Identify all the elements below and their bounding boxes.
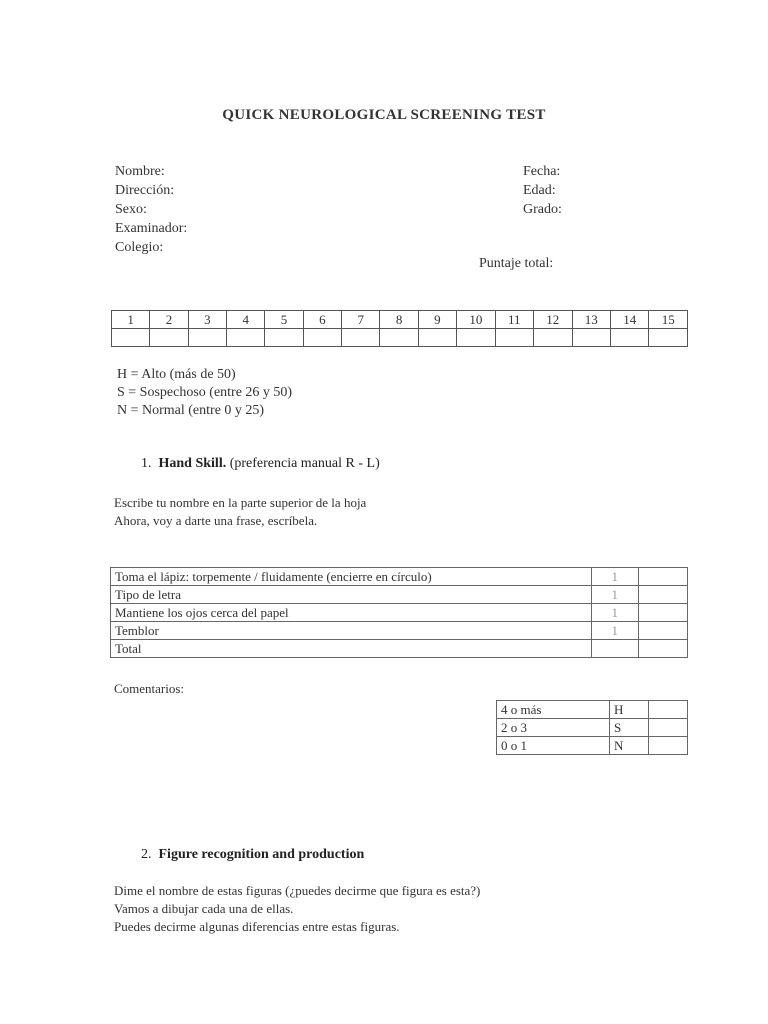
score-cell[interactable]: [380, 329, 418, 347]
table-row: [497, 737, 688, 755]
score-cell[interactable]: [638, 622, 687, 640]
score-cell[interactable]: [534, 329, 572, 347]
table-row: [111, 568, 688, 586]
total-score-label: Puntaje total:: [479, 256, 554, 271]
score-col-9: 9: [418, 311, 456, 329]
score-col-14: 14: [610, 311, 648, 329]
score-col-15: 15: [649, 311, 688, 329]
row-mark: 1: [591, 568, 638, 586]
score-cell[interactable]: [638, 640, 687, 658]
legend-normal: N = Normal (entre 0 y 25): [117, 403, 265, 418]
score-cell[interactable]: [495, 329, 533, 347]
instruction-line: Dime el nombre de estas figuras (¿puedes decirme que figura es esta?): [114, 883, 481, 898]
section-1-heading: [141, 456, 380, 472]
score-col-3: 3: [188, 311, 226, 329]
score-col-5: 5: [265, 311, 303, 329]
score-cell[interactable]: [265, 329, 303, 347]
row-label: Total: [111, 640, 592, 658]
score-col-6: 6: [303, 311, 341, 329]
row-label: Tipo de letra: [111, 586, 592, 604]
field-label-direccion: Dirección:: [115, 183, 175, 198]
score-cell[interactable]: [227, 329, 265, 347]
score-cell[interactable]: [610, 329, 648, 347]
score-col-11: 11: [495, 311, 533, 329]
score-col-1: 1: [112, 311, 150, 329]
table-row: [497, 701, 688, 719]
key-code: H: [610, 701, 649, 719]
field-label-edad: Edad:: [523, 183, 556, 198]
field-label-colegio: Colegio:: [115, 240, 164, 255]
score-header-row: [112, 311, 688, 329]
section-1-title: Hand Skill.: [158, 456, 227, 471]
section-2-instructions: [114, 882, 480, 936]
score-grid: [111, 310, 688, 347]
key-range: 2 o 3: [497, 719, 610, 737]
key-code: N: [610, 737, 649, 755]
field-label-nombre: Nombre:: [115, 164, 165, 179]
score-cell[interactable]: [342, 329, 380, 347]
table-row: [111, 586, 688, 604]
legend-high: H = Alto (más de 50): [117, 367, 236, 382]
legend-suspicious: S = Sospechoso (entre 26 y 50): [117, 385, 293, 400]
row-label: Mantiene los ojos cerca del papel: [111, 604, 592, 622]
instruction-line: Escribe tu nombre en la parte superior de la hoja: [114, 495, 367, 510]
instruction-line: Ahora, voy a darte una frase, escríbela.: [114, 513, 318, 528]
field-label-sexo: Sexo:: [115, 202, 147, 217]
score-col-7: 7: [342, 311, 380, 329]
row-mark: 1: [591, 622, 638, 640]
score-cell[interactable]: [303, 329, 341, 347]
section-2-title: Figure recognition and production: [158, 847, 365, 862]
patient-fields-right: [523, 163, 562, 220]
row-label: Temblor: [111, 622, 592, 640]
section-2-number: 2.: [141, 847, 152, 862]
score-cell[interactable]: [150, 329, 188, 347]
field-label-examinador: Examinador:: [115, 221, 188, 236]
row-mark: 1: [591, 604, 638, 622]
score-key-table: [496, 700, 688, 755]
row-label: Toma el lápiz: torpemente / fluidamente (encierre en círculo): [111, 568, 592, 586]
score-cell[interactable]: [112, 329, 150, 347]
comments-label: Comentarios:: [114, 681, 185, 696]
score-cell[interactable]: [572, 329, 610, 347]
section-1-number: 1.: [141, 456, 152, 471]
section-1-subtitle: (preferencia manual R - L): [229, 456, 380, 471]
page-title: QUICK NEUROLOGICAL SCREENING TEST: [222, 107, 546, 123]
table-row: [111, 622, 688, 640]
score-cell[interactable]: [638, 604, 687, 622]
field-label-grado: Grado:: [523, 202, 562, 217]
score-legend: [117, 366, 292, 420]
score-cell[interactable]: [457, 329, 495, 347]
row-mark: [591, 640, 638, 658]
section-1-instructions: [114, 494, 366, 530]
score-col-10: 10: [457, 311, 495, 329]
patient-fields-left: [115, 163, 187, 258]
key-range: 4 o más: [497, 701, 610, 719]
hand-skill-table: [110, 567, 688, 658]
table-row: [497, 719, 688, 737]
score-cell[interactable]: [638, 586, 687, 604]
score-cell[interactable]: [188, 329, 226, 347]
field-label-fecha: Fecha:: [523, 164, 561, 179]
score-col-12: 12: [534, 311, 572, 329]
score-col-2: 2: [150, 311, 188, 329]
key-mark-cell[interactable]: [649, 737, 688, 755]
instruction-line: Vamos a dibujar cada una de ellas.: [114, 901, 294, 916]
score-value-row: [112, 329, 688, 347]
score-col-8: 8: [380, 311, 418, 329]
score-col-4: 4: [227, 311, 265, 329]
score-cell[interactable]: [649, 329, 688, 347]
table-row: [111, 640, 688, 658]
key-range: 0 o 1: [497, 737, 610, 755]
instruction-line: Puedes decirme algunas diferencias entre estas figuras.: [114, 919, 400, 934]
key-code: S: [610, 719, 649, 737]
row-mark: 1: [591, 586, 638, 604]
score-cell[interactable]: [418, 329, 456, 347]
table-row: [111, 604, 688, 622]
key-mark-cell[interactable]: [649, 701, 688, 719]
score-cell[interactable]: [638, 568, 687, 586]
key-mark-cell[interactable]: [649, 719, 688, 737]
section-2-heading: [141, 847, 364, 863]
score-col-13: 13: [572, 311, 610, 329]
